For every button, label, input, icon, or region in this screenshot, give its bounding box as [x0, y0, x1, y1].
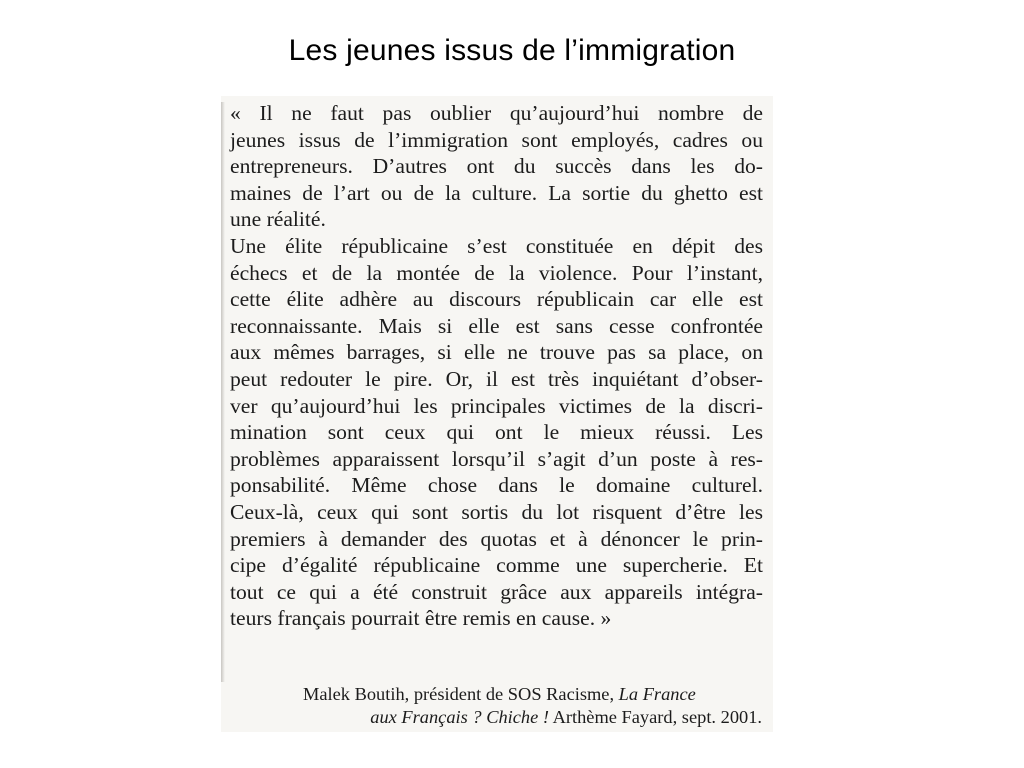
attribution-publisher: Arthème Fayard, sept. 2001.: [549, 707, 762, 727]
quote-line: teurs français pourrait être remis en cause. »: [230, 606, 612, 631]
quote-line: mination sont ceux qui ont le mieux réussi. Les: [230, 420, 763, 445]
scanned-quote-image: [221, 96, 773, 732]
quote-line: Ceux-là, ceux qui sont sortis du lot risquent d’être les: [230, 499, 763, 524]
quote-line: problèmes apparaissent lorsqu’il s’agit d’un poste à res-: [230, 446, 763, 471]
quote-attribution: [303, 683, 762, 729]
quote-line: entrepreneurs. D’autres ont du succès dans les do-: [230, 154, 763, 179]
quote-text: [230, 100, 763, 632]
attribution-book-title: aux Français ? Chiche !: [370, 707, 550, 727]
quote-line: jeunes issus de l’immigration sont employés, cadres ou: [230, 127, 763, 152]
quote-line: cipe d’égalité républicaine comme une supercherie. Et: [230, 553, 763, 578]
quote-line: échecs et de la montée de la violence. Pour l’instant,: [230, 260, 763, 285]
quote-line: premiers à demander des quotas et à dénoncer le prin-: [230, 526, 763, 551]
attribution-book-title: La France: [618, 684, 696, 704]
quote-line: ver qu’aujourd’hui les principales victimes de la discri-: [230, 393, 763, 418]
quote-line: reconnaissante. Mais si elle est sans cesse confrontée: [230, 313, 763, 338]
slide-title: Les jeunes issus de l’immigration: [288, 34, 736, 67]
quote-line: ponsabilité. Même chose dans le domaine culturel.: [230, 473, 763, 498]
quote-line: une réalité.: [230, 207, 326, 232]
quote-line: maines de l’art ou de la culture. La sortie du ghetto est: [230, 180, 763, 205]
quote-line: Une élite républicaine s’est constituée en dépit des: [230, 233, 763, 258]
quote-line: peut redouter le pire. Or, il est très inquiétant d’obser-: [230, 366, 763, 391]
quote-line: « Il ne faut pas oublier qu’aujourd’hui nombre de: [230, 101, 763, 125]
attribution-author: Malek Boutih, président de SOS Racisme,: [303, 684, 619, 704]
attribution-line: [303, 706, 762, 729]
attribution-line: [303, 683, 762, 706]
scan-page-edge: [221, 102, 225, 682]
quote-line: cette élite adhère au discours républicain car elle est: [230, 287, 763, 312]
quote-line: aux mêmes barrages, si elle ne trouve pas sa place, on: [230, 340, 763, 365]
quote-line: tout ce qui a été construit grâce aux appareils intégra-: [230, 579, 763, 604]
